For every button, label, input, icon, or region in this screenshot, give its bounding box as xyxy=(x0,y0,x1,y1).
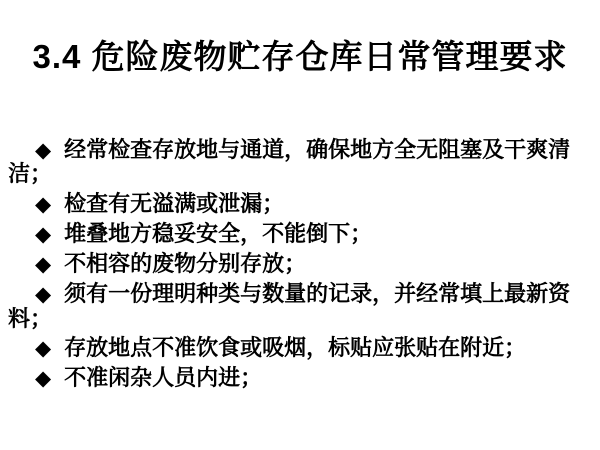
diamond-bullet-icon: ◆ xyxy=(35,222,52,246)
diamond-bullet-icon: ◆ xyxy=(35,283,52,307)
bullet-text: 不相容的废物分别存放； xyxy=(64,251,307,277)
bullet-text: 须有一份理明种类与数量的记录，并经常填上最新资料； xyxy=(8,281,571,331)
bullet-item xyxy=(8,282,588,330)
bullet-text: 不准闲杂人员内进； xyxy=(64,365,263,391)
bullet-item xyxy=(8,192,588,216)
bullet-text: 经常检查存放地与通道，确保地方全无阻塞及干爽清洁； xyxy=(8,137,571,187)
bullet-text: 检查有无溢满或泄漏； xyxy=(64,190,285,216)
bullet-text: 堆叠地方稳妥安全，不能倒下； xyxy=(64,220,373,246)
bullet-item xyxy=(8,138,588,186)
diamond-bullet-icon: ◆ xyxy=(35,192,52,216)
diamond-bullet-icon: ◆ xyxy=(35,367,52,391)
bullet-item xyxy=(8,336,588,360)
bullet-text: 存放地点不准饮食或吸烟，标贴应张贴在附近； xyxy=(64,334,527,360)
bullet-item xyxy=(8,222,588,246)
slide-title: 3.4 危险废物贮存仓库日常管理要求 xyxy=(32,38,568,75)
bullet-item xyxy=(8,252,588,276)
bullet-item xyxy=(8,366,588,390)
diamond-bullet-icon: ◆ xyxy=(35,253,52,277)
diamond-bullet-icon: ◆ xyxy=(35,139,52,162)
bullet-list xyxy=(0,138,588,396)
diamond-bullet-icon: ◆ xyxy=(35,336,52,360)
